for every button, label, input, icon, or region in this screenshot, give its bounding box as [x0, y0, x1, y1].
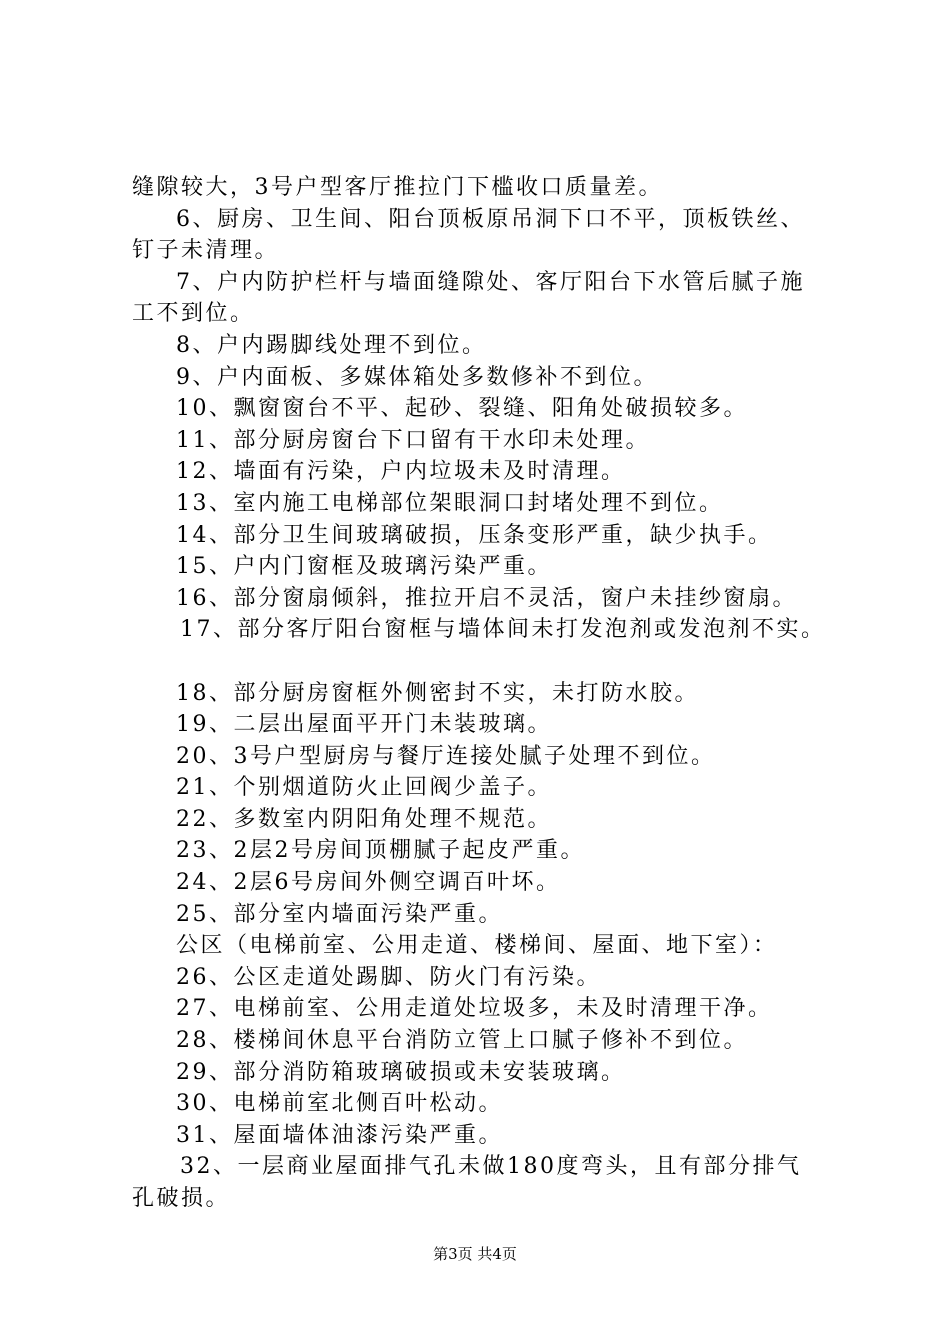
text-line: 27、电梯前室、公用走道处垃圾多，未及时清理干净。	[176, 996, 773, 1022]
text-line: 孔破损。	[132, 1186, 231, 1211]
text-line: 25、部分室内墙面污染严重。	[176, 901, 503, 927]
text-line: 工不到位。	[132, 301, 255, 327]
text-line: 31、屋面墙体油漆污染严重。	[176, 1122, 503, 1148]
text-line: 6、厨房、卫生间、阳台顶板原吊洞下口不平，顶板铁丝、	[176, 206, 805, 232]
text-line: 19、二层出屋面平开门未装玻璃。	[176, 712, 552, 738]
text-line: 21、个别烟道防火止回阀少盖子。	[176, 775, 552, 801]
text-line: 13、室内施工电梯部位架眼洞口封堵处理不到位。	[176, 490, 724, 516]
document-body	[132, 172, 852, 1215]
text-line: 缝隙较大，3号户型客厅推拉门下槛收口质量差。	[132, 175, 663, 200]
text-line: 15、户内门窗框及玻璃污染严重。	[176, 554, 552, 580]
text-line: 30、电梯前室北侧百叶松动。	[176, 1091, 503, 1117]
text-line: 14、部分卫生间玻璃破损，压条变形严重，缺少执手。	[176, 522, 773, 548]
text-line: 11、部分厨房窗台下口留有干水印未处理。	[176, 427, 650, 453]
text-line: 22、多数室内阴阳角处理不规范。	[176, 806, 552, 832]
text-line: 10、飘窗窗台不平、起砂、裂缝、阳角处破损较多。	[176, 396, 748, 422]
section-heading: 公区（电梯前室、公用走道、楼梯间、屋面、地下室）：	[176, 933, 778, 959]
text-line: 23、2层2号房间顶棚腻子起皮严重。	[176, 838, 585, 864]
text-line: 32、一层商业屋面排气孔未做180度弯头，且有部分排气	[180, 1154, 802, 1180]
text-line: 12、墙面有污染，户内垃圾未及时清理。	[176, 459, 626, 485]
text-line: 28、楼梯间休息平台消防立管上口腻子修补不到位。	[176, 1028, 748, 1054]
page-footer: 第3页 共4页	[433, 1245, 517, 1263]
text-line: 20、3号户型厨房与餐厅连接处腻子处理不到位。	[176, 743, 716, 769]
text-line: 8、户内踢脚线处理不到位。	[176, 332, 487, 358]
text-line: 29、部分消防箱玻璃破损或未安装玻璃。	[176, 1059, 626, 1085]
text-line: 17、部分客厅阳台窗框与墙体间未打发泡剂或发泡剂不实。	[180, 617, 826, 643]
text-line: 钉子未清理。	[132, 238, 280, 264]
text-line: 18、部分厨房窗框外侧密封不实，未打防水胶。	[176, 680, 699, 706]
text-line: 26、公区走道处踢脚、防火门有污染。	[176, 964, 601, 990]
blank-line	[132, 646, 852, 678]
text-line: 24、2层6号房间外侧空调百叶坏。	[176, 870, 561, 896]
text-line: 7、户内防护栏杆与墙面缝隙处、客厅阳台下水管后腻子施	[176, 269, 805, 295]
text-line: 16、部分窗扇倾斜，推拉开启不灵活，窗户未挂纱窗扇。	[176, 585, 797, 611]
text-line: 9、户内面板、多媒体箱处多数修补不到位。	[176, 364, 658, 390]
